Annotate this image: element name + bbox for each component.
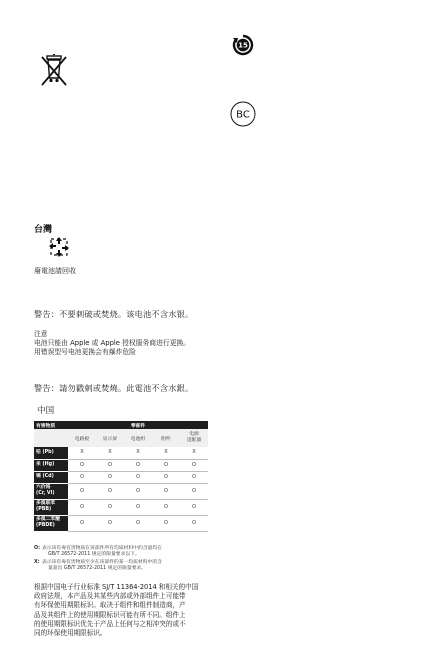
header-spacer [34, 429, 68, 447]
table-cell: O [68, 471, 96, 483]
paragraph-line: 品及其组件上的使用期限标识可能有所不同。组件上 [34, 610, 186, 619]
efup-15-year-icon [232, 34, 254, 56]
svg-text:15: 15 [238, 41, 248, 50]
row-label: 铅 (Pb) [34, 447, 68, 459]
paragraph-line: 有环保使用期限标识。取决于组件和组件制造商，产 [34, 601, 186, 610]
hazardous-substances-table [34, 421, 208, 532]
table-cell: O [152, 459, 180, 471]
table-cell: O [124, 471, 152, 483]
table-cell: O [68, 515, 96, 531]
table-cell: O [180, 483, 208, 499]
table-cell: X [124, 447, 152, 459]
column-header: 显示屏 [96, 429, 124, 447]
table-row [34, 515, 208, 531]
paragraph-line: 的使用期限标识优先于产品上任何与之相冲突的或不 [34, 619, 186, 628]
table-note [34, 560, 214, 572]
table-notes [34, 546, 214, 574]
column-header: 电路板 [68, 429, 96, 447]
caution-line-1: 电池只能由 Apple 或 Apple 授权服务商进行更换。 [34, 339, 191, 347]
note-line: 量超出 GB/T 26572-2011 规定的限量要求。 [48, 566, 147, 571]
row-label: 镉 (Cd) [34, 471, 68, 483]
taiwan-recycle-icon [48, 236, 70, 258]
table-row [34, 483, 208, 499]
table-note [34, 546, 214, 558]
table-row [34, 447, 208, 459]
china-paragraph [34, 583, 219, 638]
table-cell: X [96, 447, 124, 459]
column-header: 附件 [152, 429, 180, 447]
caution-title: 注意 [34, 330, 48, 338]
table-cell: O [96, 459, 124, 471]
note-line: GB/T 26572-2011 规定的限量要求以下。 [48, 552, 140, 557]
table-cell: X [152, 447, 180, 459]
warning-traditional: 警告：請勿戳刺或焚燒。此電池不含水銀。 [34, 383, 194, 393]
paragraph-line: 根据中国电子行业标准 SJ/T 11364-2014 和相关的中国 [34, 583, 199, 591]
table-cell: O [68, 459, 96, 471]
table-cell: O [124, 483, 152, 499]
row-label: 多溴二苯醚 (PBDE) [34, 515, 68, 531]
table-cell: O [68, 483, 96, 499]
table-cell: O [96, 499, 124, 515]
col-header-substance: 有害物质 [34, 421, 68, 429]
table-cell: O [124, 459, 152, 471]
table-cell: O [96, 483, 124, 499]
table-cell: O [152, 515, 180, 531]
group-header-components: 零部件 [68, 421, 208, 429]
bc-circle-icon [230, 101, 256, 127]
crossed-out-wheelie-bin-icon [41, 54, 67, 86]
table-row [34, 459, 208, 471]
taiwan-title: 台灣 [34, 225, 53, 235]
table-row [34, 471, 208, 483]
warning-simplified: 警告：不要刺破或焚烧。该电池不含水银。 [34, 309, 194, 319]
column-header: 电池组 [124, 429, 152, 447]
note-symbol: X: [34, 560, 40, 565]
paragraph-line: 同的环保使用期限标识。 [34, 629, 107, 638]
recycle-caption: 廢電池請回收 [34, 267, 76, 275]
note-line: 表示该有毒有害物质在该部件所有均质材料中的含量均在 [42, 546, 162, 551]
table-cell: O [152, 483, 180, 499]
table-cell: O [152, 471, 180, 483]
table-cell: O [96, 515, 124, 531]
row-label: 汞 (Hg) [34, 459, 68, 471]
table-row [34, 499, 208, 515]
table-cell: O [180, 499, 208, 515]
table-cell: X [180, 447, 208, 459]
table-cell: O [180, 459, 208, 471]
note-line: 表示该有毒有害物质至少在该部件的某一均质材料中的含 [42, 560, 162, 565]
column-header: 电源 适配器 [180, 429, 208, 447]
table-cell: O [180, 471, 208, 483]
paragraph-line: 政府法规，本产品及其某些内部或外部组件上可能带 [34, 592, 186, 601]
caution-line-2: 用错误型号电池更换会有爆炸危险 [34, 348, 136, 356]
table-cell: O [68, 499, 96, 515]
row-label: 六价铬 (Cr, VI) [34, 483, 68, 499]
table-cell: O [96, 471, 124, 483]
table-cell: O [180, 515, 208, 531]
note-symbol: O: [34, 546, 40, 551]
row-label: 多溴联苯 (PBB) [34, 499, 68, 515]
table-cell: O [124, 515, 152, 531]
table-cell: X [68, 447, 96, 459]
table-cell: O [152, 499, 180, 515]
china-title: 中国 [37, 406, 55, 416]
table-cell: O [124, 499, 152, 515]
svg-text:BC: BC [236, 109, 250, 121]
